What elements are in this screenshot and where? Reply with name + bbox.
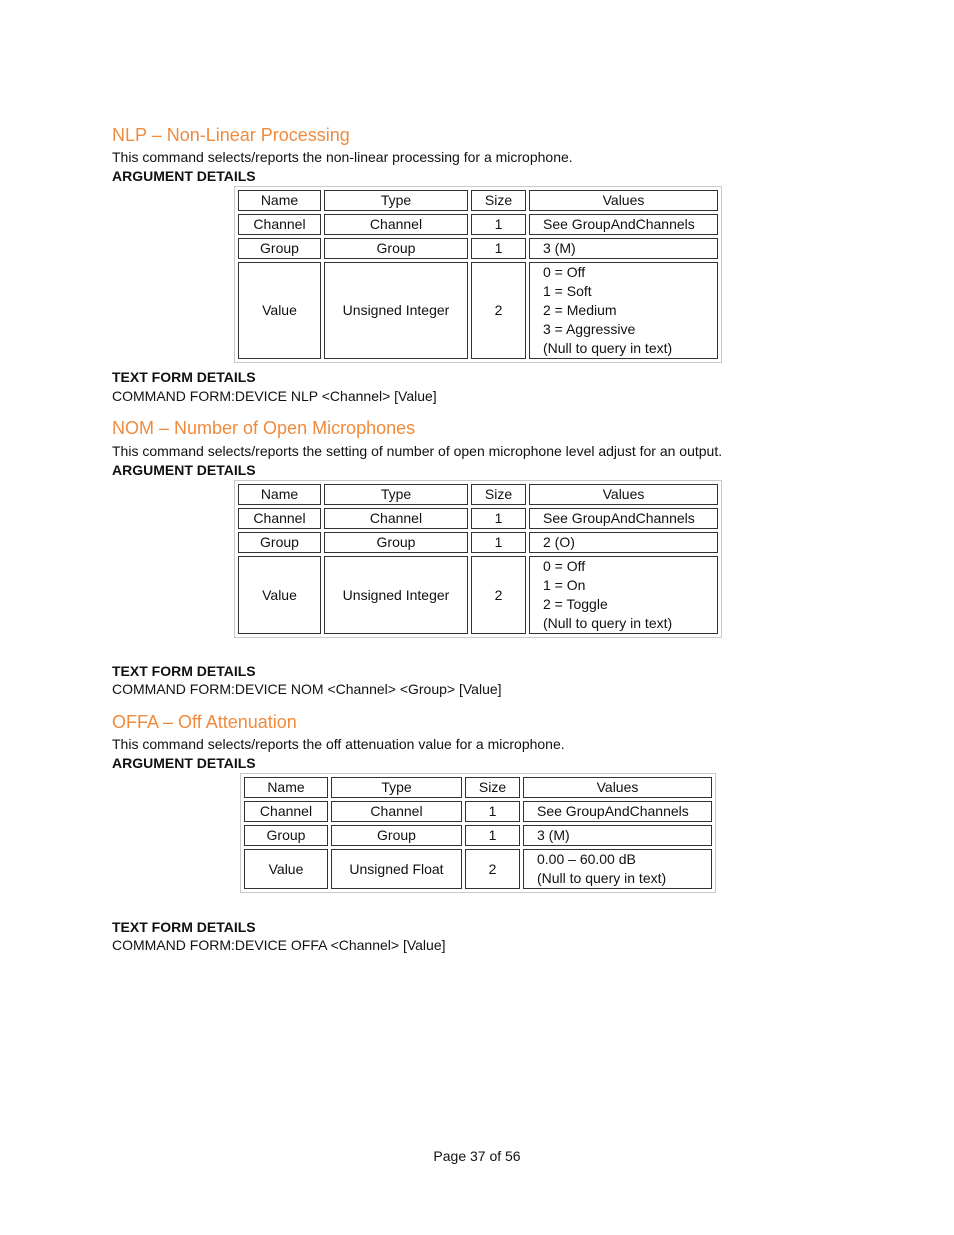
cell-size: 2 bbox=[465, 849, 520, 889]
cell-size: 1 bbox=[471, 532, 526, 553]
cell-values bbox=[523, 849, 712, 889]
value-option: 3 = Aggressive bbox=[543, 321, 636, 337]
cell-type: Channel bbox=[331, 801, 462, 822]
cell-name: Value bbox=[238, 556, 321, 634]
value-option: (Null to query in text) bbox=[543, 340, 673, 356]
table-row bbox=[238, 556, 718, 634]
cell-size: 1 bbox=[465, 825, 520, 846]
header-name: Name bbox=[238, 484, 321, 505]
table-header-row bbox=[238, 484, 718, 505]
value-option: 0.00 – 60.00 dB bbox=[537, 851, 636, 867]
page-number: Page 37 of 56 bbox=[433, 1148, 521, 1164]
section-description-nom: This command selects/reports the setting of number of open microphone level adjust for an output. bbox=[112, 443, 723, 459]
command-form-nom: COMMAND FORM:DEVICE NOM <Channel> <Group> [Value] bbox=[112, 681, 502, 697]
text-form-label-offa: TEXT FORM DETAILS bbox=[112, 919, 256, 935]
value-option: 0 = Off bbox=[543, 264, 586, 280]
table-row bbox=[238, 238, 718, 259]
value-option: 1 = Soft bbox=[543, 283, 592, 299]
section-description-nlp: This command selects/reports the non-linear processing for a microphone. bbox=[112, 149, 573, 165]
cell-name: Group bbox=[238, 238, 321, 259]
cell-values bbox=[529, 262, 718, 359]
table-row bbox=[238, 532, 718, 553]
table-row bbox=[244, 801, 712, 822]
cell-name: Channel bbox=[244, 801, 328, 822]
cell-type: Group bbox=[324, 532, 468, 553]
cell-size: 2 bbox=[471, 262, 526, 359]
argument-table-nlp bbox=[234, 186, 722, 363]
header-size: Size bbox=[471, 190, 526, 211]
argument-details-label-offa: ARGUMENT DETAILS bbox=[112, 755, 256, 771]
header-values: Values bbox=[529, 484, 718, 505]
cell-values: See GroupAndChannels bbox=[529, 508, 718, 529]
table-row bbox=[244, 849, 712, 889]
cell-type: Group bbox=[331, 825, 462, 846]
value-option: 1 = On bbox=[543, 577, 586, 593]
cell-values: 2 (O) bbox=[529, 532, 718, 553]
section-title-offa: OFFA – Off Attenuation bbox=[112, 712, 297, 732]
header-type: Type bbox=[324, 484, 468, 505]
header-name: Name bbox=[244, 777, 328, 798]
header-size: Size bbox=[471, 484, 526, 505]
table-row bbox=[238, 262, 718, 359]
command-form-offa: COMMAND FORM:DEVICE OFFA <Channel> [Value] bbox=[112, 937, 446, 953]
value-option: 2 = Toggle bbox=[543, 596, 608, 612]
argument-table-nom bbox=[234, 480, 722, 638]
value-option: 0 = Off bbox=[543, 558, 586, 574]
table-row bbox=[238, 508, 718, 529]
cell-name: Channel bbox=[238, 508, 321, 529]
cell-values: 3 (M) bbox=[523, 825, 712, 846]
cell-type: Unsigned Integer bbox=[324, 556, 468, 634]
table-header-row bbox=[244, 777, 712, 798]
value-option: 2 = Medium bbox=[543, 302, 617, 318]
cell-size: 1 bbox=[465, 801, 520, 822]
section-title-nom: NOM – Number of Open Microphones bbox=[112, 418, 416, 438]
argument-table-offa bbox=[240, 773, 716, 893]
section-title-nlp: NLP – Non-Linear Processing bbox=[112, 125, 350, 145]
header-type: Type bbox=[324, 190, 468, 211]
cell-name: Value bbox=[244, 849, 328, 889]
table-row bbox=[238, 214, 718, 235]
cell-type: Channel bbox=[324, 214, 468, 235]
text-form-label-nom: TEXT FORM DETAILS bbox=[112, 663, 256, 679]
argument-details-label-nlp: ARGUMENT DETAILS bbox=[112, 168, 256, 184]
text-form-label-nlp: TEXT FORM DETAILS bbox=[112, 369, 256, 385]
cell-type: Channel bbox=[324, 508, 468, 529]
table-row bbox=[244, 825, 712, 846]
cell-values: 3 (M) bbox=[529, 238, 718, 259]
cell-size: 1 bbox=[471, 238, 526, 259]
cell-type: Unsigned Integer bbox=[324, 262, 468, 359]
header-values: Values bbox=[523, 777, 712, 798]
cell-size: 1 bbox=[471, 508, 526, 529]
cell-size: 2 bbox=[471, 556, 526, 634]
cell-values: See GroupAndChannels bbox=[523, 801, 712, 822]
cell-values bbox=[529, 556, 718, 634]
value-option: (Null to query in text) bbox=[543, 615, 673, 631]
table-header-row bbox=[238, 190, 718, 211]
cell-name: Channel bbox=[238, 214, 321, 235]
argument-details-label-nom: ARGUMENT DETAILS bbox=[112, 462, 256, 478]
value-option: (Null to query in text) bbox=[537, 870, 667, 886]
header-size: Size bbox=[465, 777, 520, 798]
section-description-offa: This command selects/reports the off attenuation value for a microphone. bbox=[112, 736, 565, 752]
cell-name: Group bbox=[238, 532, 321, 553]
command-form-nlp: COMMAND FORM:DEVICE NLP <Channel> [Value] bbox=[112, 388, 437, 404]
header-name: Name bbox=[238, 190, 321, 211]
cell-type: Group bbox=[324, 238, 468, 259]
cell-values: See GroupAndChannels bbox=[529, 214, 718, 235]
cell-name: Value bbox=[238, 262, 321, 359]
cell-type: Unsigned Float bbox=[331, 849, 462, 889]
cell-size: 1 bbox=[471, 214, 526, 235]
header-values: Values bbox=[529, 190, 718, 211]
header-type: Type bbox=[331, 777, 462, 798]
cell-name: Group bbox=[244, 825, 328, 846]
